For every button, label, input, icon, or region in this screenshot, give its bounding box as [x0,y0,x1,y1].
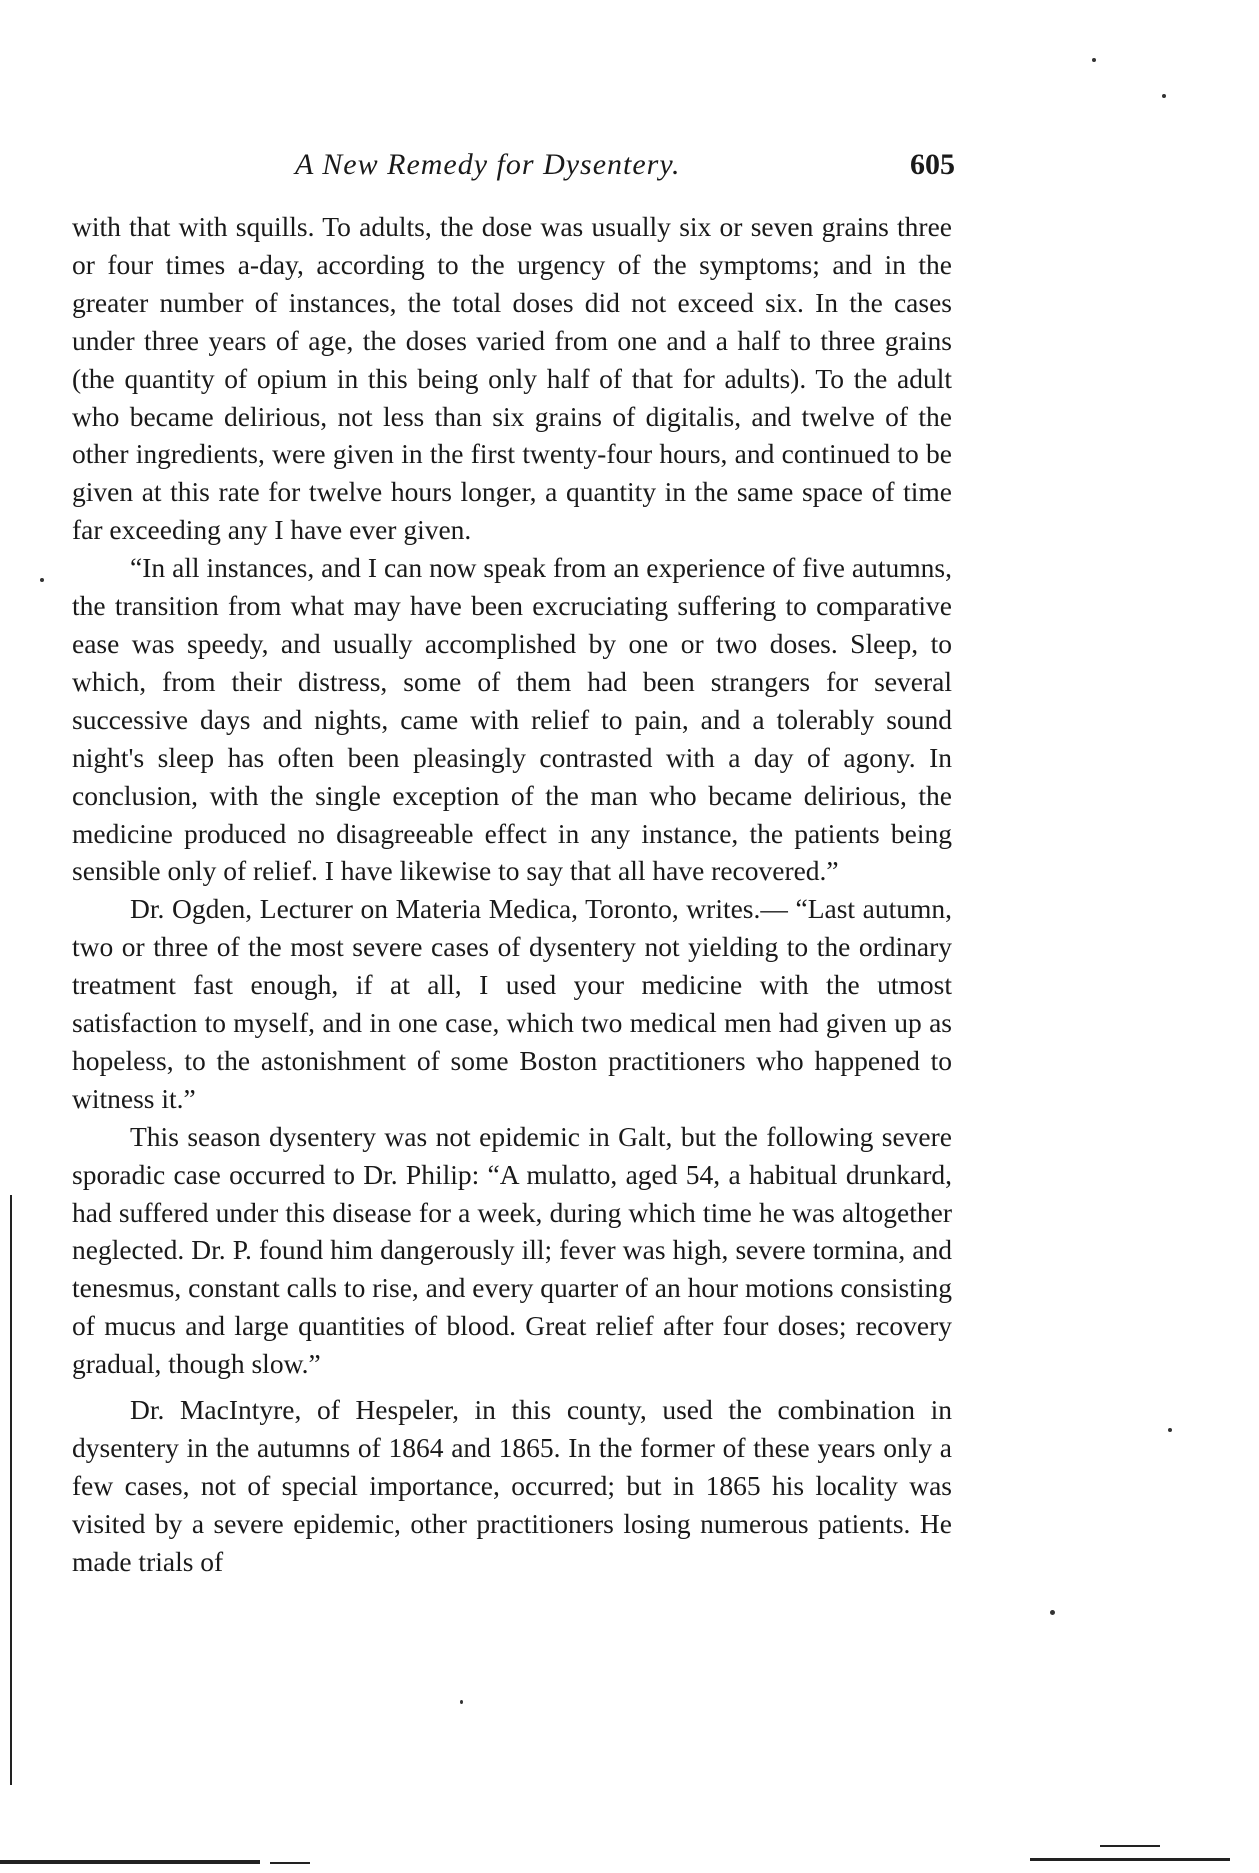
body-text [72,208,952,1581]
scan-edge-left [10,1195,12,1785]
scan-edge-bottom [0,1860,260,1864]
scan-speck [1050,1610,1055,1615]
paragraph-4: This season dysentery was not epidemic in Galt, but the following severe sporadic case occurred to Dr. Philip: “A mulatto, aged 54, a habitual drunkard, had suffered under this disease for a week, during which time he was altogether neglected. Dr. P. found him dangerously ill; fever was high, severe tormina, and tenesmus, constant calls to rise, and every quarter of an hour motions consisting of mucus and large quantities of blood. Great relief after four doses; recovery gradual, though slow.” [72,1120,952,1380]
scan-speck [460,1700,463,1704]
page-number: 605 [910,148,955,181]
paragraph-5: Dr. MacIntyre, of Hespeler, in this county, used the combination in dysentery in the autumns of 1864 and 1865. In the former of these years only a few cases, not of special importance, occurred; but in 1865 his locality was visited by a severe epidemic, other practitioners losing numerous patients. He made trials of [72,1394,952,1577]
scan-edge-bottom [270,1862,310,1864]
paragraph-2: “In all instances, and I can now speak from an experience of five autumns, the transition from what may have been excruciating suffering to comparative ease was speedy, and usually accomplished by one or two doses. Sleep, to which, from their distress, some of them had been strangers for several successive days and nights, came with relief to pain, and a tolerably sound night's sleep has often been pleasingly contrasted with a day of agony. In conclusion, with the single exception of the man who became delirious, the medicine produced no disagreeable effect in any instance, the patients being sensible only of relief. I have likewise to say that all have recovered.” [72,552,952,887]
paragraph-3: Dr. Ogden, Lecturer on Materia Medica, Toronto, writes.— “Last autumn, two or three of the most severe cases of dysentery not yielding to the ordinary treatment fast enough, if at all, I used your medicine with the utmost satisfaction to myself, and in one case, which two medical men had given up as hopeless, to the astonishment of some Boston practitioners who happened to witness it.” [72,893,952,1114]
scan-edge-bottom [1100,1845,1160,1847]
running-head [295,148,955,188]
paragraph-1: with that with squills. To adults, the dose was usually six or seven grains three or four times a-day, according to the urgency of the symptoms; and in the greater number of instances, the total doses did not exceed six. In the cases under three years of age, the doses varied from one and a half to three grains (the quantity of opium in this being only half of that for adults). To the adult who became delirious, not less than six grains of digitalis, and twelve of the other ingredients, were given in the first twenty-four hours, and continued to be given at this rate for twelve hours longer, a quantity in the same space of time far exceeding any I have ever given. [72,211,952,546]
scan-speck [40,578,44,582]
scan-edge-bottom [1030,1858,1230,1861]
scan-speck [1162,94,1166,98]
scan-speck [1092,58,1096,62]
running-title: A New Remedy for Dysentery. [295,148,681,181]
scan-speck [1168,1428,1172,1432]
